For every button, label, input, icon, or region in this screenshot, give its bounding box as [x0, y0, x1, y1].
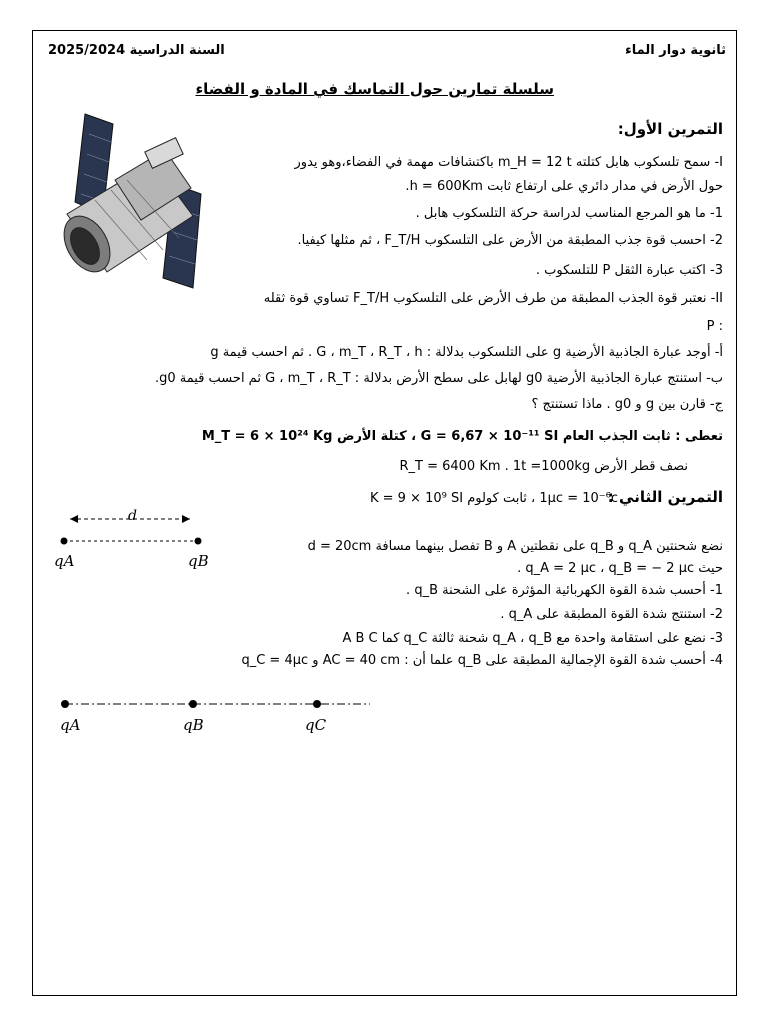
exercise2-heading: التمرين الثاني : — [607, 488, 723, 506]
label-qa-2: qA — [60, 716, 81, 734]
ex2-line-2: حيث q_A = 2 μc ، q_B = − 2 μc . — [517, 561, 723, 576]
exercise1-heading: التمرين الأول: — [617, 120, 723, 138]
hubble-telescope-image — [55, 110, 217, 290]
ex1-given-2: نصف قطر الأرض R_T = 6400 Km . 1t =1000kg — [399, 459, 688, 474]
ex2-line-1: نضع شحنتين q_A و q_B على نقطتين A و B تفصل بينهما مسافة d = 20cm — [307, 539, 723, 554]
page-title: سلسلة تمارين حول التماسك في المادة و الفضاء — [195, 80, 554, 98]
school-year: السنة الدراسية 2025/2024 — [48, 43, 225, 58]
ex2-line-5: 3- نضع على استقامة واحدة مع q_A ، q_B شحنة ثالثة q_C كما A B C — [342, 631, 723, 646]
ex1-line-4: 2- احسب قوة جذب المطبقة من الأرض على التلسكوب F_T/H ، ثم مثلها كيفيا. — [297, 233, 723, 248]
label-qc-2: qC — [305, 716, 327, 734]
ex1-line-2: حول الأرض في مدار دائري على ارتفاع ثابت h = 600Km. — [405, 179, 723, 194]
ex2-line-6: 4- أحسب شدة القوة الإجمالية المطبقة على q_B علما أن : AC = 40 cm و q_C = 4μc — [241, 653, 723, 668]
distance-label: d — [128, 508, 137, 524]
ex1-given-1: تعطى : ثابت الجذب العام G = 6,67 × 10⁻¹¹ SI ، كتلة الأرض M_T = 6 × 10²⁴ Kg — [201, 429, 723, 444]
label-qb: qB — [188, 552, 209, 570]
ex1-line-5: 3- اكتب عبارة الثقل P للتلسكوب . — [535, 263, 723, 278]
ex1-line-3: 1- ما هو المرجع المناسب لدراسة حركة التلسكوب هابل . — [415, 206, 723, 221]
ex1-line-8: أ- أوجد عبارة الجاذبية الأرضية g على التلسكوب بدلالة : G ، m_T ، R_T ، h . ثم احسب قيمة g — [210, 345, 723, 360]
ex1-line-1: I- سمح تلسكوب هابل كتلته m_H = 12 t باكتشافات مهمة في الفضاء،وهو يدور — [294, 155, 723, 170]
ex1-line-9: ب- استنتج عبارة الجاذبية الأرضية g0 لهابل على سطح الأرض بدلالة : G ، m_T ، R_T ثم احسب قيمة g0. — [154, 371, 723, 386]
figure-three-charges — [55, 692, 375, 716]
ex1-line-7: : P — [706, 319, 723, 334]
ex1-line-6: II- نعتبر قوة الجذب المطبقة من طرف الأرض على التلسكوب F_T/H تساوي قوة ثقله — [263, 291, 723, 306]
point-a — [61, 538, 68, 545]
ex2-constants: 1μc = 10⁻⁶c ، ثابت كولوم K = 9 × 10⁹ SI — [369, 491, 618, 506]
label-qa: qA — [54, 552, 75, 570]
point-a2 — [61, 700, 69, 708]
ex1-line-10: ج- قارن بين g و g0 . ماذا تستنتج ؟ — [531, 397, 723, 412]
school-name: ثانوية دوار الماء — [625, 43, 726, 58]
ex2-line-4: 2- استنتج شدة القوة المطبقة على q_A . — [500, 607, 723, 622]
ex2-line-3: 1- أحسب شدة القوة الكهربائية المؤثرة على الشحنة q_B . — [406, 583, 723, 598]
point-c2 — [313, 700, 321, 708]
label-qb-2: qB — [183, 716, 204, 734]
point-b2 — [189, 700, 197, 708]
point-b — [195, 538, 202, 545]
